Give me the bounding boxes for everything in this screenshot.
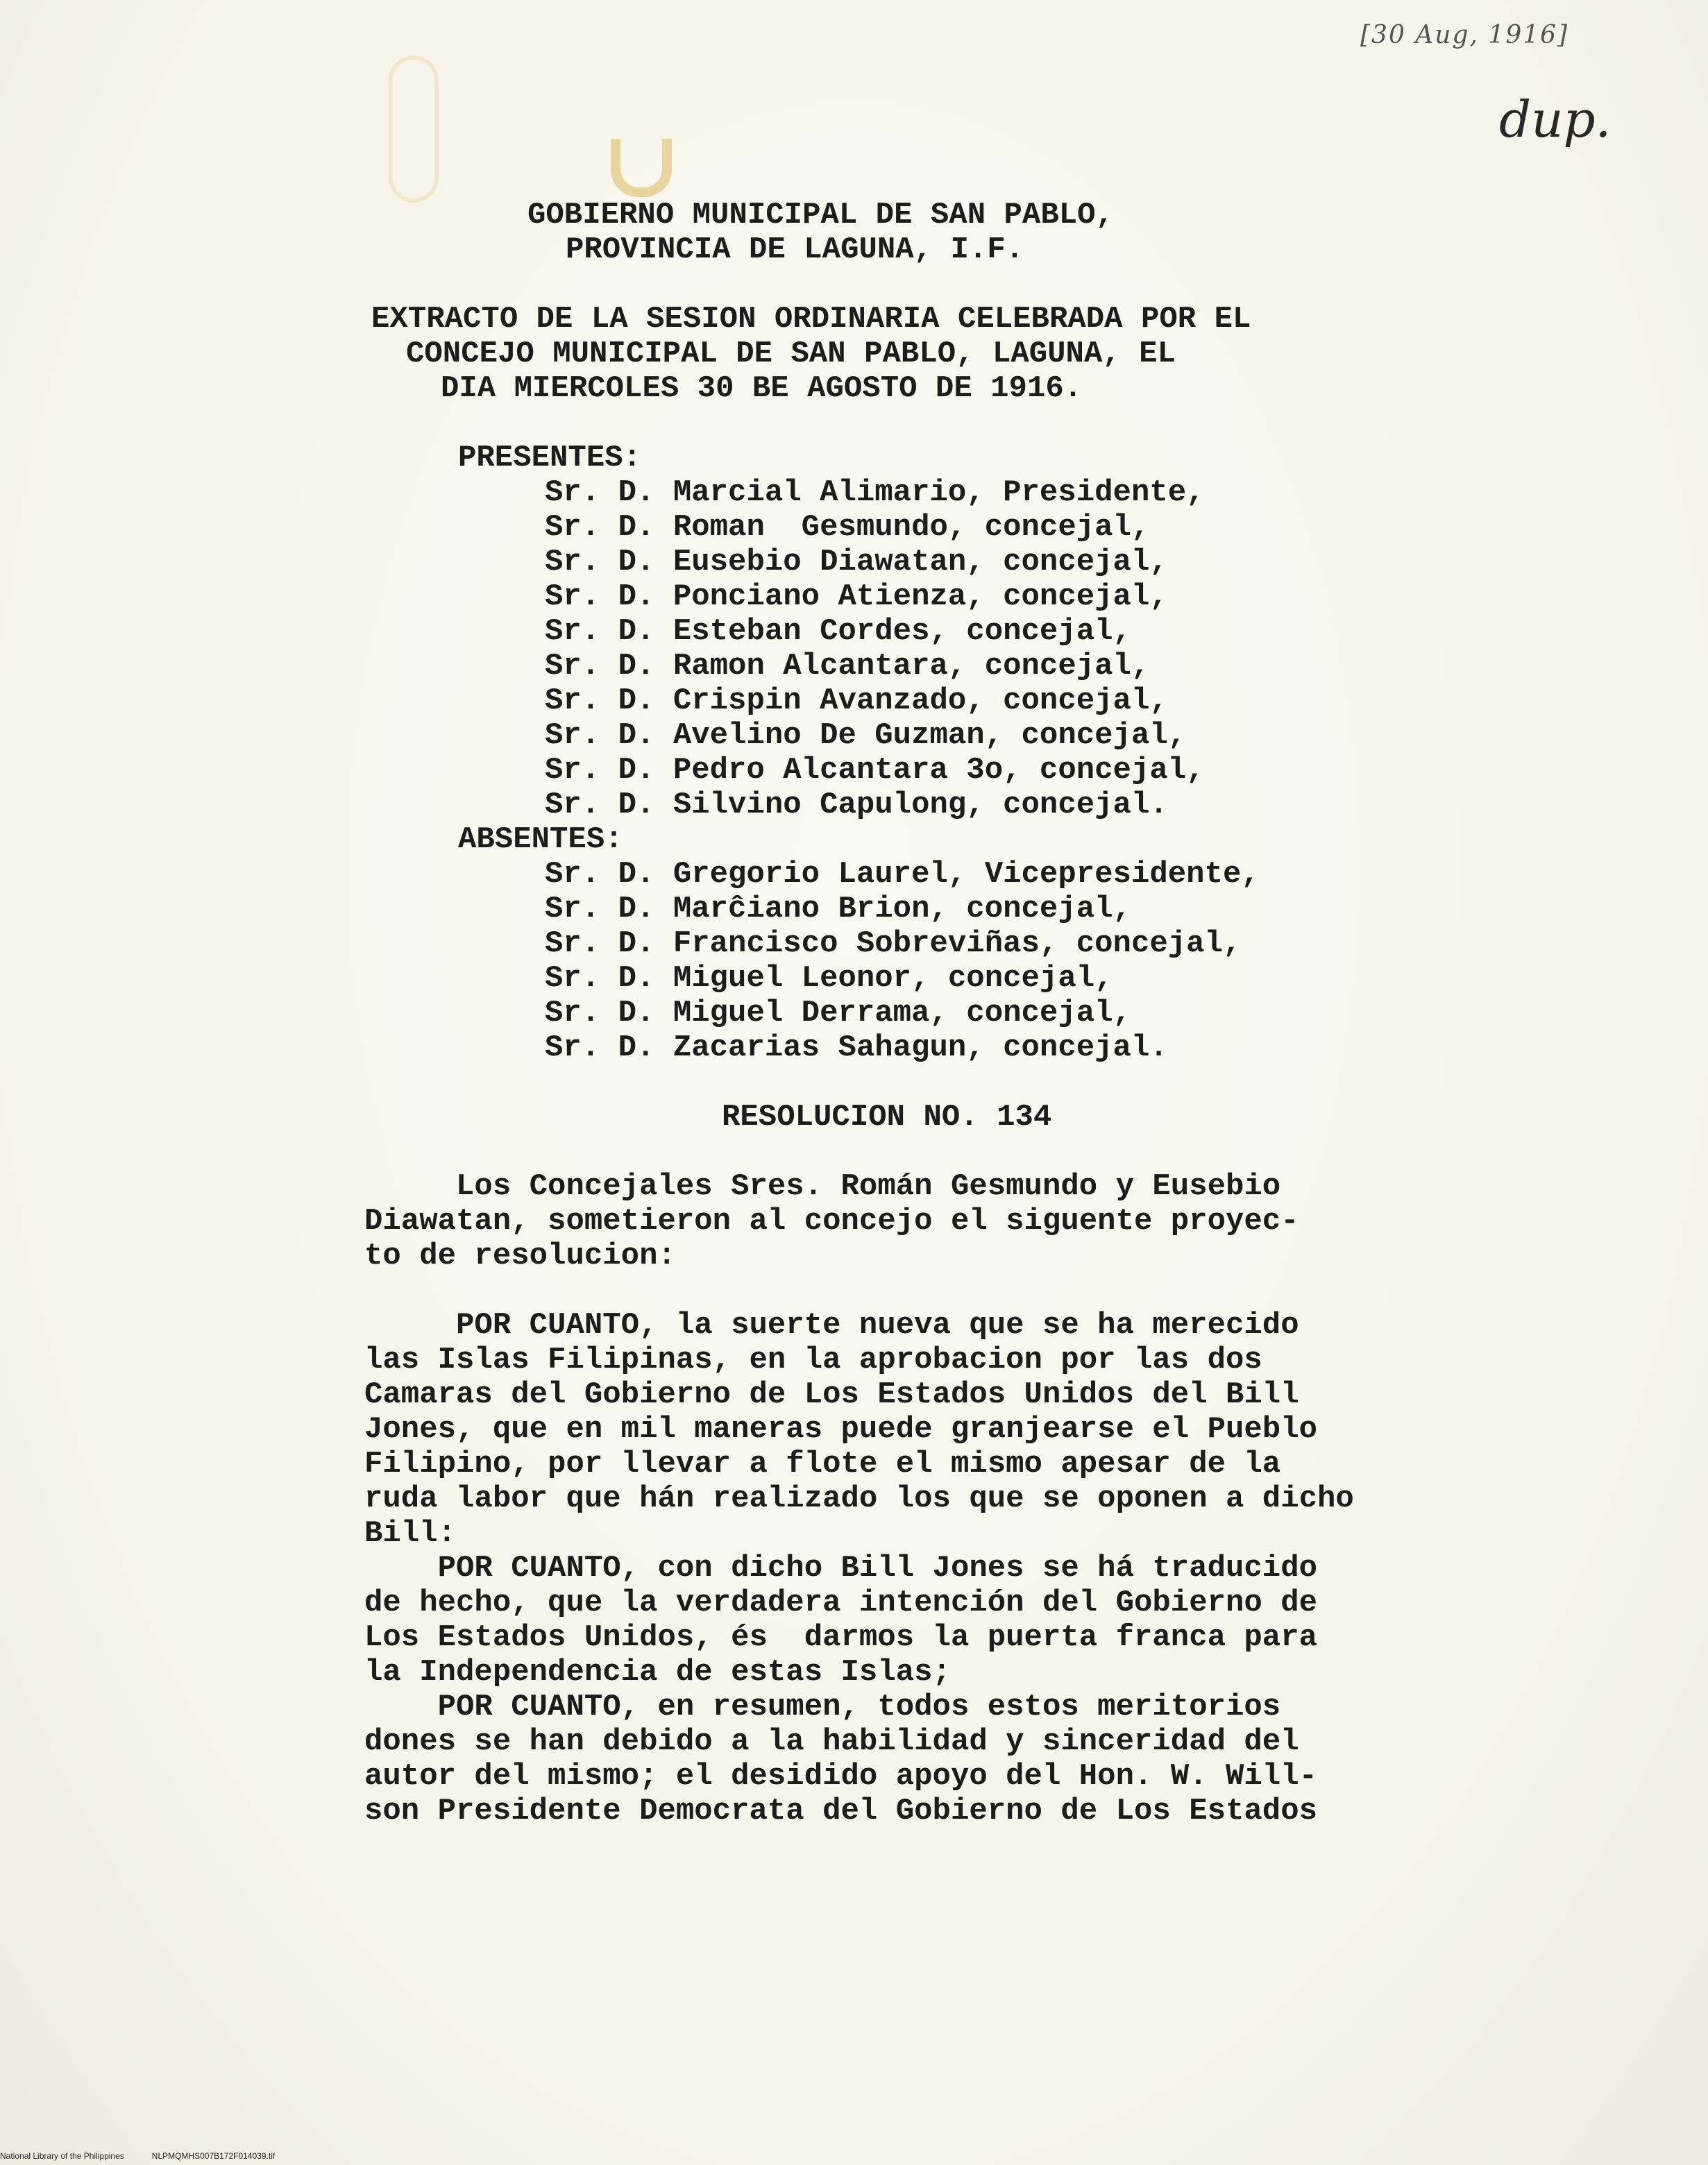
member-entry: Sr. D. Zacarias Sahagun, concejal. bbox=[545, 1030, 1168, 1065]
text-line: son Presidente Democrata del Gobierno de Los Estados bbox=[364, 1794, 1318, 1828]
text-line: Bill: bbox=[364, 1516, 457, 1551]
header-line-1: GOBIERNO MUNICIPAL DE SAN PABLO, bbox=[527, 198, 1114, 232]
member-entry: Sr. D. Avelino De Guzman, concejal, bbox=[545, 718, 1187, 753]
member-entry: Sr. D. Marcial Alimario, Presidente, bbox=[545, 475, 1205, 510]
scan-footer bbox=[0, 2151, 303, 2161]
resolution-title: RESOLUCION NO. 134 bbox=[722, 1100, 1052, 1135]
presentes-label: PRESENTES: bbox=[458, 441, 642, 475]
resolution-body bbox=[364, 1308, 1354, 1828]
text-line: de hecho, que la verdadera intención del Gobierno de bbox=[364, 1586, 1318, 1620]
extract-line-1: EXTRACTO DE LA SESION ORDINARIA CELEBRADA POR EL bbox=[371, 302, 1251, 337]
absentes-list bbox=[545, 857, 1260, 1065]
text-line: Filipino, por llevar a flote el mismo apesar de la bbox=[364, 1447, 1281, 1481]
member-entry: Sr. D. Ponciano Atienza, concejal, bbox=[545, 579, 1168, 614]
extract-line-3: DIA MIERCOLES 30 BE AGOSTO DE 1916. bbox=[441, 371, 1083, 406]
member-entry: Sr. D. Silvino Capulong, concejal. bbox=[545, 788, 1168, 822]
text-line: Diawatan, sometieron al concejo el siguente proyec- bbox=[364, 1204, 1299, 1239]
text-line: POR CUANTO, con dicho Bill Jones se há traducido bbox=[364, 1551, 1318, 1586]
member-entry: Sr. D. Esteban Cordes, concejal, bbox=[545, 614, 1131, 649]
text-line: la Independencia de estas Islas; bbox=[364, 1655, 951, 1690]
text-line: Los Estados Unidos, és darmos la puerta franca para bbox=[364, 1620, 1318, 1655]
file-name: NLPMQMHS007B172F014039.tif bbox=[151, 2151, 276, 2161]
member-entry: Sr. D. Marĉiano Brion, concejal, bbox=[545, 892, 1131, 926]
text-line: autor del mismo; el desidido apoyo del Hon. W. Will- bbox=[364, 1759, 1318, 1794]
text-line: las Islas Filipinas, en la aprobacion por las dos bbox=[364, 1343, 1262, 1377]
member-entry: Sr. D. Crispin Avanzado, concejal, bbox=[545, 684, 1168, 718]
text-line: POR CUANTO, la suerte nueva que se ha merecido bbox=[364, 1308, 1299, 1343]
text-line: Jones, que en mil maneras puede granjearse el Pueblo bbox=[364, 1412, 1318, 1447]
text-line: ruda labor que hán realizado los que se oponen a dicho bbox=[364, 1481, 1354, 1516]
member-entry: Sr. D. Pedro Alcantara 3o, concejal, bbox=[545, 753, 1205, 788]
text-line: Camaras del Gobierno de Los Estados Unidos del Bill bbox=[364, 1377, 1299, 1412]
header-line-2: PROVINCIA DE LAGUNA, I.F. bbox=[566, 232, 1024, 267]
paper-stain bbox=[389, 56, 439, 203]
presentes-list bbox=[545, 475, 1205, 822]
text-line: dones se han debido a la habilidad y sinceridad del bbox=[364, 1724, 1299, 1759]
member-entry: Sr. D. Roman Gesmundo, concejal, bbox=[545, 510, 1150, 545]
resolution-intro bbox=[364, 1169, 1299, 1273]
text-line: POR CUANTO, en resumen, todos estos meritorios bbox=[364, 1690, 1281, 1724]
absentes-label: ABSENTES: bbox=[458, 822, 623, 857]
paper-stain bbox=[611, 139, 672, 197]
member-entry: Sr. D. Eusebio Diawatan, concejal, bbox=[545, 545, 1168, 579]
member-entry: Sr. D. Ramon Alcantara, concejal, bbox=[545, 649, 1150, 684]
member-entry: Sr. D. Miguel Leonor, concejal, bbox=[545, 961, 1113, 996]
handwritten-date-note: [30 Aug, 1916] bbox=[1360, 21, 1569, 49]
handwritten-dup-note: dup. bbox=[1499, 90, 1612, 148]
member-entry: Sr. D. Gregorio Laurel, Vicepresidente, bbox=[545, 857, 1260, 892]
member-entry: Sr. D. Francisco Sobreviñas, concejal, bbox=[545, 926, 1242, 961]
library-credit: National Library of the Philippines bbox=[0, 2151, 124, 2161]
text-line: Los Concejales Sres. Román Gesmundo y Eusebio bbox=[364, 1169, 1281, 1204]
extract-line-2: CONCEJO MUNICIPAL DE SAN PABLO, LAGUNA, EL bbox=[406, 337, 1176, 371]
text-line: to de resolucion: bbox=[364, 1239, 676, 1273]
member-entry: Sr. D. Miguel Derrama, concejal, bbox=[545, 996, 1131, 1030]
